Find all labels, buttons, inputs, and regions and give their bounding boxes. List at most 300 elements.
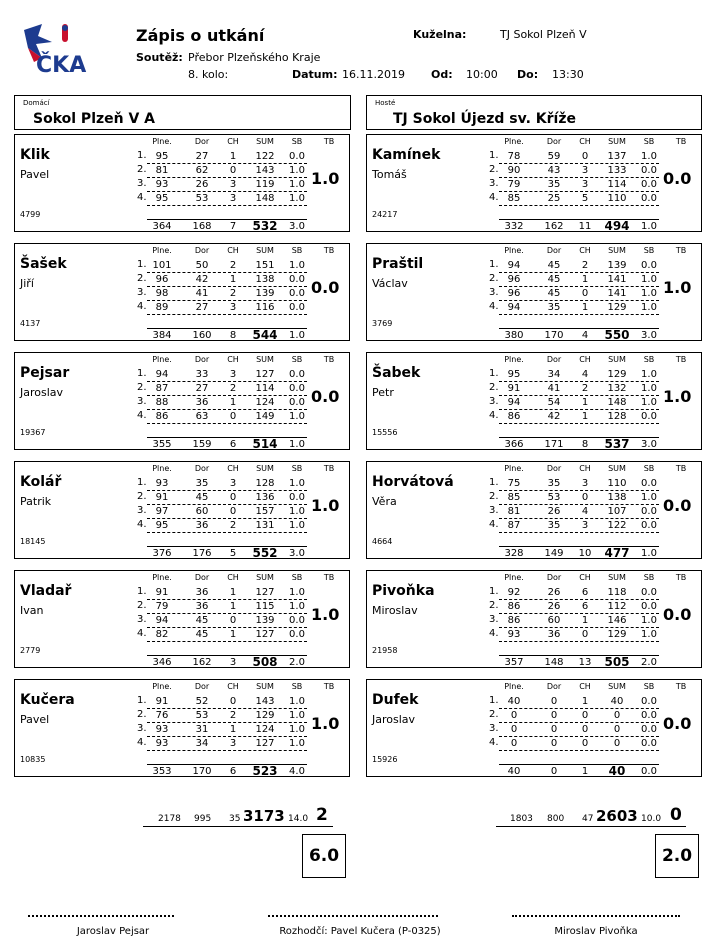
lane-cell: 0 <box>510 710 518 721</box>
lane-number: 2. <box>489 491 499 502</box>
lane-cell: 148 <box>255 193 275 204</box>
column-header: CH <box>579 464 591 473</box>
home-team-name: Sokol Plzeň V A <box>33 111 156 127</box>
lane-cell: 141 <box>607 288 627 299</box>
round-label: 8. kolo: <box>188 68 229 81</box>
player-total-cell: 2.0 <box>641 657 657 668</box>
player-total-cell: 10 <box>578 548 592 559</box>
player-first-name: Pavel <box>20 713 50 726</box>
lane-cell: 3 <box>581 165 589 176</box>
column-header: Plne. <box>152 246 172 255</box>
lane-cell: 0.0 <box>289 274 305 285</box>
column-header: SB <box>291 682 303 691</box>
away-total-dor: 800 <box>547 814 565 824</box>
lane-cell: 1.0 <box>289 478 305 489</box>
lane-number: 4. <box>489 410 499 421</box>
lane-cell: 90 <box>507 165 521 176</box>
player-total-cell: 4 <box>581 330 589 341</box>
player-tb: 0.0 <box>663 169 692 188</box>
alley-value: TJ Sokol Plzeň V <box>500 28 587 41</box>
lane-cell: 127 <box>255 738 275 749</box>
lane-cell: 96 <box>507 288 521 299</box>
lane-cell: 36 <box>195 520 209 531</box>
player-total-cell: 171 <box>544 439 564 450</box>
column-header: TB <box>323 246 335 255</box>
player-sum-total: 505 <box>604 655 630 669</box>
home-total-line <box>143 826 333 827</box>
column-header: CH <box>227 246 239 255</box>
lane-cell: 53 <box>547 492 561 503</box>
lane-number: 1. <box>489 477 499 488</box>
cka-logo <box>22 22 98 76</box>
player-id: 2779 <box>20 646 41 655</box>
lane-cell: 0 <box>510 724 518 735</box>
lane-cell: 2 <box>229 710 237 721</box>
lane-number: 2. <box>137 491 147 502</box>
lane-cell: 33 <box>195 369 209 380</box>
away-caption: Hosté <box>375 99 396 107</box>
lane-number: 3. <box>137 723 147 734</box>
player-sum-total: 532 <box>252 219 278 233</box>
column-header: SB <box>291 246 303 255</box>
home-total-sum: 3173 <box>243 807 285 825</box>
lane-cell: 60 <box>195 506 209 517</box>
lane-cell: 2 <box>581 260 589 271</box>
column-header: Dor <box>546 137 562 146</box>
lane-cell: 3 <box>229 738 237 749</box>
lane-number: 1. <box>489 259 499 270</box>
lane-cell: 1 <box>229 151 237 162</box>
home-total-ch: 35 <box>229 814 241 824</box>
lane-cell: 91 <box>507 383 521 394</box>
lane-cell: 42 <box>195 274 209 285</box>
total-separator <box>499 655 659 656</box>
player-total-cell: 3 <box>229 657 237 668</box>
lane-cell: 0 <box>229 615 237 626</box>
lane-cell: 76 <box>155 710 169 721</box>
column-header: SUM <box>256 682 274 691</box>
lane-cell: 36 <box>195 397 209 408</box>
lane-cell: 1 <box>581 411 589 422</box>
away-total-sum: 2603 <box>596 807 638 825</box>
column-header: Dor <box>194 464 210 473</box>
lane-cell: 0.0 <box>641 193 657 204</box>
player-first-name: Jaroslav <box>20 386 64 399</box>
lane-cell: 0.0 <box>289 615 305 626</box>
lane-cell: 0 <box>510 738 518 749</box>
lane-cell: 35 <box>547 302 561 313</box>
total-separator <box>147 437 307 438</box>
lane-cell: 107 <box>607 506 627 517</box>
lane-cell: 3 <box>581 520 589 531</box>
total-separator <box>147 546 307 547</box>
lane-number: 1. <box>489 368 499 379</box>
lane-cell: 98 <box>155 288 169 299</box>
player-id: 24217 <box>372 210 398 219</box>
lane-cell: 1.0 <box>641 369 657 380</box>
lane-cell: 94 <box>155 615 169 626</box>
lane-cell: 0 <box>229 506 237 517</box>
lane-cell: 26 <box>547 587 561 598</box>
from-value: 10:00 <box>466 68 498 81</box>
player-tb: 0.0 <box>663 496 692 515</box>
column-header: SUM <box>256 355 274 364</box>
lane-number: 1. <box>137 259 147 270</box>
player-id: 4137 <box>20 319 41 328</box>
player-total-cell: 3.0 <box>641 330 657 341</box>
lane-cell: 129 <box>255 710 275 721</box>
lane-cell: 91 <box>155 492 169 503</box>
lane-cell: 1 <box>229 274 237 285</box>
player-total-cell: 328 <box>504 548 524 559</box>
player-surname: Šašek <box>20 256 67 272</box>
away-total-sb: 10.0 <box>641 814 662 824</box>
player-id: 15556 <box>372 428 398 437</box>
lane-number: 3. <box>137 505 147 516</box>
lane-cell: 93 <box>155 478 169 489</box>
lane-cell: 0 <box>581 738 589 749</box>
lane-cell: 139 <box>255 288 275 299</box>
lane-cell: 1 <box>229 724 237 735</box>
lane-cell: 131 <box>255 520 275 531</box>
column-header: TB <box>675 573 687 582</box>
player-total-cell: 160 <box>192 330 212 341</box>
lane-cell: 87 <box>155 383 169 394</box>
home-player-card <box>14 570 350 668</box>
lane-cell: 0 <box>229 492 237 503</box>
player-surname: Vladař <box>20 583 72 599</box>
lane-cell: 91 <box>155 696 169 707</box>
alley-label: Kuželna: <box>413 28 467 41</box>
home-player-card <box>14 461 350 559</box>
player-first-name: Václav <box>372 277 408 290</box>
player-total-cell: 149 <box>544 548 564 559</box>
home-total-plne: 2178 <box>158 814 181 824</box>
lane-cell: 1 <box>229 629 237 640</box>
lane-cell: 92 <box>507 587 521 598</box>
player-sum-total: 40 <box>608 764 626 778</box>
lane-cell: 79 <box>507 179 521 190</box>
player-first-name: Petr <box>372 386 394 399</box>
home-caption: Domácí <box>23 99 50 107</box>
lane-number: 2. <box>489 709 499 720</box>
lane-number: 3. <box>489 614 499 625</box>
lane-cell: 1.0 <box>641 302 657 313</box>
lane-cell: 93 <box>155 724 169 735</box>
lane-cell: 127 <box>255 629 275 640</box>
column-header: Plne. <box>504 573 524 582</box>
lane-cell: 54 <box>547 397 561 408</box>
lane-cell: 0.0 <box>641 601 657 612</box>
player-total-cell: 168 <box>192 221 212 232</box>
player-total-cell: 0.0 <box>641 766 657 777</box>
lane-cell: 43 <box>547 165 561 176</box>
lane-cell: 1 <box>581 696 589 707</box>
column-header: TB <box>323 355 335 364</box>
away-total-tb: 0 <box>670 805 682 825</box>
lane-cell: 31 <box>195 724 209 735</box>
lane-cell: 40 <box>610 696 624 707</box>
lane-number: 3. <box>489 723 499 734</box>
lane-cell: 110 <box>607 193 627 204</box>
player-tb: 1.0 <box>311 169 340 188</box>
player-id: 21958 <box>372 646 398 655</box>
column-header: SUM <box>608 246 626 255</box>
lane-number: 4. <box>137 519 147 530</box>
lane-cell: 136 <box>255 492 275 503</box>
lane-cell: 35 <box>547 520 561 531</box>
player-total-cell: 40 <box>507 766 521 777</box>
lane-cell: 138 <box>607 492 627 503</box>
lane-cell: 79 <box>155 601 169 612</box>
column-header: Dor <box>546 464 562 473</box>
lane-cell: 36 <box>195 601 209 612</box>
player-total-cell: 1.0 <box>641 221 657 232</box>
lane-cell: 45 <box>547 274 561 285</box>
lane-number: 4. <box>489 519 499 530</box>
column-header: Dor <box>546 682 562 691</box>
away-player-card <box>366 461 702 559</box>
lane-cell: 25 <box>547 193 561 204</box>
column-header: CH <box>227 573 239 582</box>
player-total-cell: 148 <box>544 657 564 668</box>
lane-cell: 27 <box>195 151 209 162</box>
lane-number: 2. <box>489 382 499 393</box>
player-surname: Praštil <box>372 256 424 272</box>
lane-cell: 0 <box>613 710 621 721</box>
lane-cell: 133 <box>607 165 627 176</box>
lane-cell: 93 <box>155 179 169 190</box>
player-total-cell: 3.0 <box>641 439 657 450</box>
player-surname: Šabek <box>372 365 421 381</box>
lane-cell: 128 <box>607 411 627 422</box>
lane-cell: 81 <box>155 165 169 176</box>
lane-cell: 93 <box>155 738 169 749</box>
lane-cell: 0 <box>581 288 589 299</box>
player-sum-total: 544 <box>252 328 278 342</box>
lane-cell: 35 <box>547 478 561 489</box>
column-header: Dor <box>546 246 562 255</box>
lane-cell: 0.0 <box>641 520 657 531</box>
lane-number: 1. <box>137 150 147 161</box>
lane-number: 4. <box>489 301 499 312</box>
lane-number: 4. <box>137 301 147 312</box>
player-total-cell: 384 <box>152 330 172 341</box>
player-tb: 1.0 <box>663 387 692 406</box>
column-header: CH <box>227 464 239 473</box>
lane-cell: 3 <box>229 478 237 489</box>
lane-cell: 127 <box>255 369 275 380</box>
player-total-cell: 176 <box>192 548 212 559</box>
lane-number: 2. <box>137 382 147 393</box>
player-total-cell: 357 <box>504 657 524 668</box>
lane-number: 2. <box>137 709 147 720</box>
lane-cell: 1.0 <box>641 274 657 285</box>
column-header: CH <box>227 682 239 691</box>
lane-cell: 124 <box>255 724 275 735</box>
player-surname: Klik <box>20 147 50 163</box>
lane-cell: 88 <box>155 397 169 408</box>
player-total-cell: 380 <box>504 330 524 341</box>
column-header: SB <box>291 137 303 146</box>
away-team-box <box>366 95 702 130</box>
lane-cell: 45 <box>195 629 209 640</box>
lane-cell: 0.0 <box>641 260 657 271</box>
lane-cell: 1.0 <box>289 738 305 749</box>
player-sum-total: 494 <box>604 219 630 233</box>
column-header: SUM <box>608 573 626 582</box>
home-player-card <box>14 243 350 341</box>
lane-cell: 94 <box>155 369 169 380</box>
player-surname: Kamínek <box>372 147 441 163</box>
lane-cell: 94 <box>507 260 521 271</box>
lane-cell: 138 <box>255 274 275 285</box>
lane-cell: 93 <box>507 629 521 640</box>
lane-cell: 85 <box>507 492 521 503</box>
lane-cell: 96 <box>507 274 521 285</box>
lane-cell: 1.0 <box>641 397 657 408</box>
player-total-cell: 170 <box>544 330 564 341</box>
column-header: Dor <box>194 246 210 255</box>
away-signature-line <box>512 915 680 917</box>
lane-cell: 0 <box>550 710 558 721</box>
player-total-cell: 6 <box>229 766 237 777</box>
total-separator <box>499 219 659 220</box>
lane-cell: 1.0 <box>641 151 657 162</box>
column-header: Plne. <box>152 355 172 364</box>
lane-cell: 0.0 <box>289 492 305 503</box>
lane-cell: 2 <box>229 260 237 271</box>
total-separator <box>147 764 307 765</box>
lane-cell: 6 <box>581 587 589 598</box>
lane-cell: 141 <box>607 274 627 285</box>
lane-cell: 0 <box>581 724 589 735</box>
lane-number: 4. <box>137 737 147 748</box>
lane-cell: 59 <box>547 151 561 162</box>
lane-cell: 62 <box>195 165 209 176</box>
player-surname: Kolář <box>20 474 62 490</box>
column-header: TB <box>323 137 335 146</box>
lane-cell: 1.0 <box>289 710 305 721</box>
lane-cell: 0.0 <box>641 506 657 517</box>
total-separator <box>499 546 659 547</box>
player-id: 4664 <box>372 537 393 546</box>
lane-cell: 119 <box>255 179 275 190</box>
lane-cell: 95 <box>155 520 169 531</box>
lane-cell: 157 <box>255 506 275 517</box>
lane-cell: 82 <box>155 629 169 640</box>
lane-cell: 137 <box>607 151 627 162</box>
lane-cell: 1.0 <box>289 724 305 735</box>
player-tb: 0.0 <box>311 387 340 406</box>
player-total-cell: 332 <box>504 221 524 232</box>
lane-cell: 50 <box>195 260 209 271</box>
column-header: CH <box>579 355 591 364</box>
column-header: Dor <box>546 573 562 582</box>
column-header: Dor <box>194 573 210 582</box>
lane-cell: 1.0 <box>289 601 305 612</box>
lane-cell: 1 <box>581 397 589 408</box>
lane-cell: 0 <box>581 710 589 721</box>
player-id: 10835 <box>20 755 46 764</box>
lane-cell: 96 <box>155 274 169 285</box>
player-total-cell: 364 <box>152 221 172 232</box>
lane-number: 3. <box>489 178 499 189</box>
lane-cell: 1.0 <box>641 615 657 626</box>
lane-cell: 60 <box>547 615 561 626</box>
lane-cell: 94 <box>507 397 521 408</box>
column-header: CH <box>227 137 239 146</box>
player-sum-total: 537 <box>604 437 630 451</box>
lane-number: 3. <box>137 614 147 625</box>
column-header: SB <box>291 355 303 364</box>
player-tb: 1.0 <box>311 714 340 733</box>
referee-signature-line <box>268 915 438 917</box>
total-separator <box>499 764 659 765</box>
lane-number: 3. <box>137 396 147 407</box>
lane-cell: 95 <box>155 193 169 204</box>
to-value: 13:30 <box>552 68 584 81</box>
lane-cell: 85 <box>507 193 521 204</box>
lane-cell: 2 <box>229 288 237 299</box>
lane-cell: 45 <box>195 615 209 626</box>
lane-cell: 1 <box>229 601 237 612</box>
player-surname: Dufek <box>372 692 419 708</box>
lane-cell: 45 <box>547 288 561 299</box>
player-sum-total: 552 <box>252 546 278 560</box>
lane-number: 3. <box>489 505 499 516</box>
lane-cell: 1.0 <box>641 383 657 394</box>
column-header: TB <box>323 573 335 582</box>
column-header: Plne. <box>152 573 172 582</box>
column-header: TB <box>323 464 335 473</box>
lane-cell: 132 <box>607 383 627 394</box>
column-header: Plne. <box>504 464 524 473</box>
lane-cell: 115 <box>255 601 275 612</box>
column-header: SB <box>291 573 303 582</box>
lane-cell: 0 <box>613 738 621 749</box>
lane-cell: 0.0 <box>289 369 305 380</box>
lane-cell: 6 <box>581 601 589 612</box>
column-header: SB <box>643 137 655 146</box>
column-header: SB <box>643 573 655 582</box>
column-header: SB <box>291 464 303 473</box>
lane-cell: 1.0 <box>289 260 305 271</box>
player-total-cell: 162 <box>192 657 212 668</box>
player-total-cell: 170 <box>192 766 212 777</box>
player-total-cell: 2.0 <box>289 657 305 668</box>
player-first-name: Věra <box>372 495 397 508</box>
player-total-cell: 3.0 <box>289 548 305 559</box>
lane-number: 3. <box>137 178 147 189</box>
column-header: TB <box>323 682 335 691</box>
lane-cell: 4 <box>581 369 589 380</box>
lane-cell: 4 <box>581 506 589 517</box>
lane-cell: 5 <box>581 193 589 204</box>
lane-cell: 91 <box>155 587 169 598</box>
lane-cell: 1.0 <box>289 506 305 517</box>
lane-cell: 114 <box>255 383 275 394</box>
column-header: CH <box>579 137 591 146</box>
lane-cell: 27 <box>195 302 209 313</box>
lane-number: 2. <box>137 273 147 284</box>
column-header: SUM <box>256 464 274 473</box>
lane-cell: 41 <box>195 288 209 299</box>
lane-cell: 1.0 <box>289 411 305 422</box>
player-total-cell: 13 <box>578 657 592 668</box>
lane-number: 1. <box>137 586 147 597</box>
lane-cell: 1.0 <box>289 179 305 190</box>
